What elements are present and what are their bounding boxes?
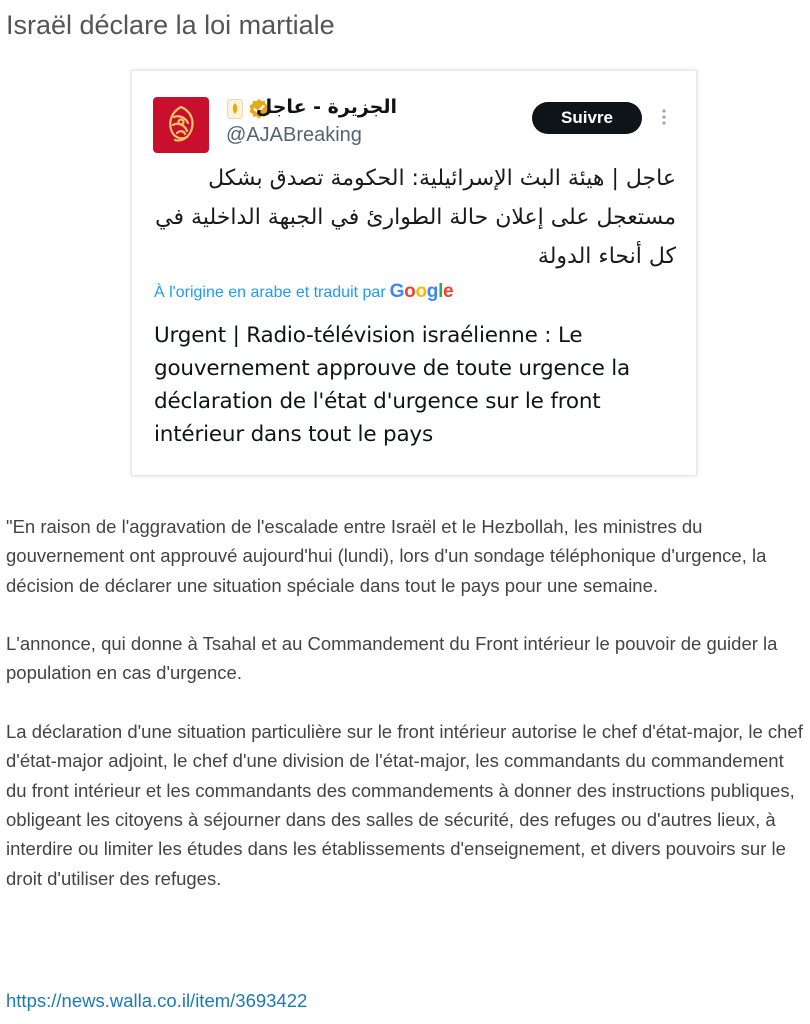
follow-button[interactable]: Suivre bbox=[532, 102, 642, 134]
tweet-original-text: عاجل | هيئة البث الإسرائيلية: الحكومة تصدق بشكل مستعجل على إعلان حالة الطوارئ في الجبهة الداخلية في كل أنحاء الدولة bbox=[155, 166, 676, 269]
article-body bbox=[6, 512, 808, 922]
translation-attribution[interactable] bbox=[154, 281, 453, 303]
source-link[interactable]: https://news.walla.co.il/item/3693422 bbox=[6, 990, 308, 1011]
article-paragraph: L'annonce, qui donne à Tsahal et au Commandement du Front intérieur le pouvoir de guider la population en cas d'urgence. bbox=[6, 633, 778, 684]
more-options-icon[interactable] bbox=[660, 105, 668, 129]
tweet-translated-text: Urgent | Radio-télévision israélienne : Le gouvernement approuve de toute urgence la déclaration de l'état d'urgence sur le front intérieur dans tout le pays bbox=[154, 323, 630, 447]
tweet-author-name[interactable]: الجزيرة - عاجل bbox=[255, 96, 397, 118]
tweet-author-handle[interactable]: @AJABreaking bbox=[226, 124, 362, 146]
article-paragraph: La déclaration d'une situation particulière sur le front intérieur autorise le chef d'état-major, le chef d'état-major adjoint, le chef d'une division de l'état-major, les commandants du commandement du front intérieur et les commandants des commandements à donner des instructions publiques, obligeant les citoyens à séjourner dans des salles de sécurité, des refuges ou d'autres lieux, à interdire ou limiter les études dans les établissements d'enseignement, et divers pouvoirs sur le droit d'utiliser des refuges. bbox=[6, 721, 803, 889]
translated-by-label: À l'origine en arabe et traduit par bbox=[154, 284, 386, 301]
page-title: Israël déclare la loi martiale bbox=[6, 10, 335, 40]
embedded-tweet[interactable] bbox=[131, 70, 697, 476]
al-jazeera-logo-icon[interactable] bbox=[153, 97, 209, 153]
google-logo: Google bbox=[389, 281, 454, 302]
article-paragraph: "En raison de l'aggravation de l'escalade entre Israël et le Hezbollah, les ministres du gouvernement ont approuvé aujourd'hui (lundi), lors d'un sondage téléphonique d'urgence, la décision de déclarer une situation spéciale dans tout le pays pour une semaine. bbox=[6, 516, 767, 596]
